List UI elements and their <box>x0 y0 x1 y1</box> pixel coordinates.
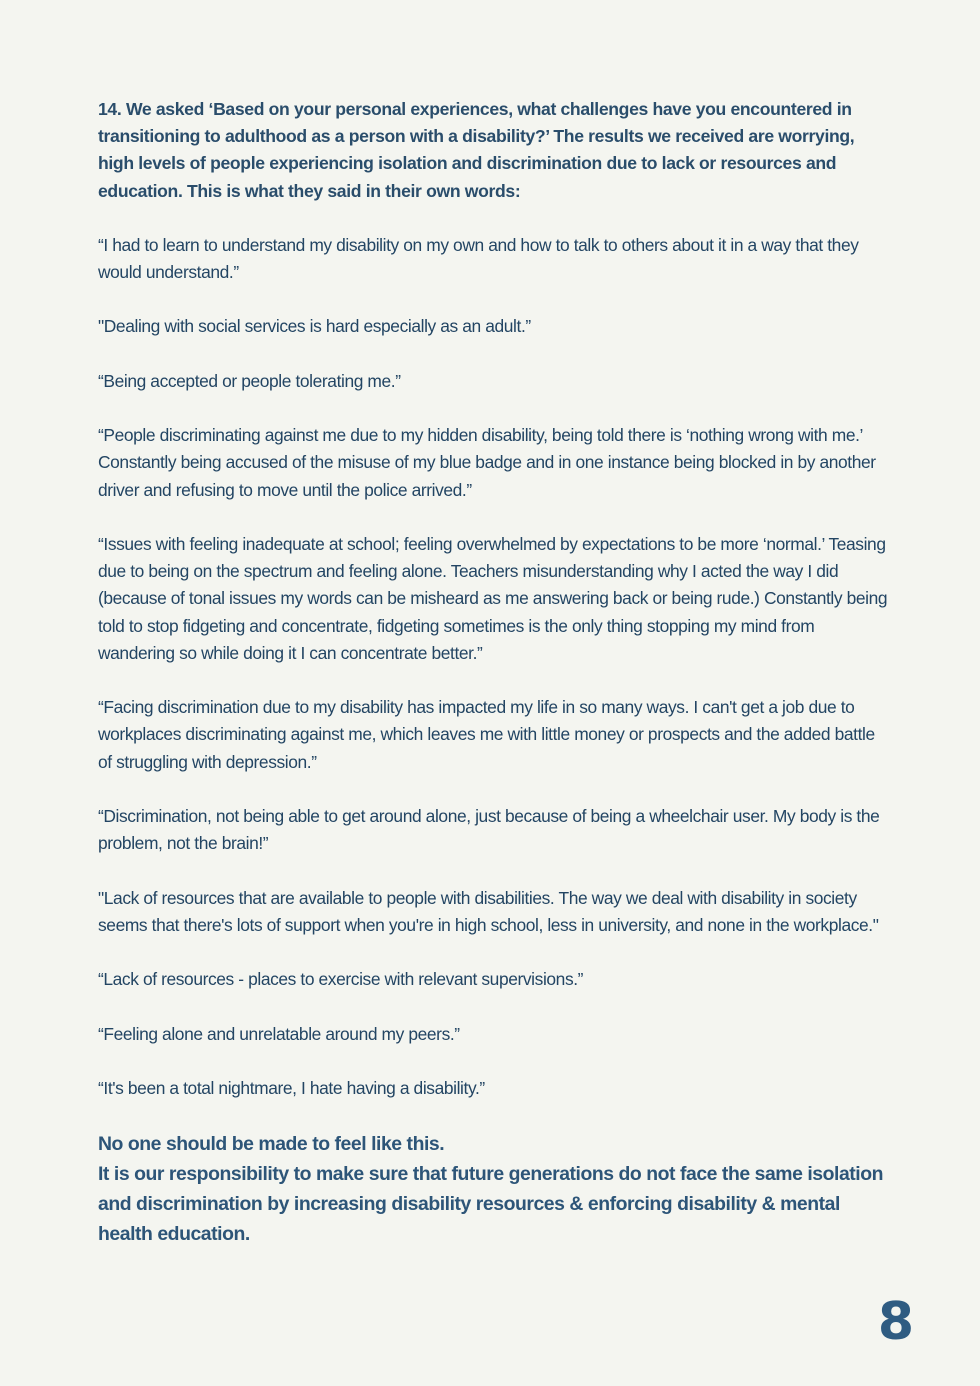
quote-8: "Lack of resources that are available to people with disabilities. The way we deal with disability in society seems that there's lots of support when you're in high school, less in university, and none in the workplace." <box>98 887 879 935</box>
quote-9: “Lack of resources - places to exercise with relevant supervisions.” <box>98 969 584 990</box>
page-number: 8 <box>877 1292 914 1352</box>
quote-7: “Discrimination, not being able to get around alone, just because of being a wheelchair user. My body is the problem, not the brain!” <box>98 805 880 854</box>
page-content <box>98 96 888 1249</box>
quote-5: “Issues with feeling inadequate at school; feeling overwhelmed by expectations to be more ‘normal.’ Teasing due to being on the spectrum and feeling alone. Teachers misunderstanding why I acted the way I did (because of tonal issues my words can be misheard as me answering back or being rude.) Constantly being told to stop fidgeting and concentrate, fidgeting sometimes is the only thing stopping my mind from wandering so while doing it I can concentrate better.” <box>98 533 888 663</box>
quote-1: “I had to learn to understand my disability on my own and how to talk to others about it in a way that they would understand.” <box>98 234 859 283</box>
closing-line-2: It is our responsibility to make sure that future generations do not face the same isolation and discrimination by increasing disability resources & enforcing disability & mental health education. <box>98 1163 884 1246</box>
survey-question-intro: 14. We asked ‘Based on your personal experiences, what challenges have you encountered in transitioning to adulthood as a person with a disability?’ The results we received are worrying, high levels of people experiencing isolation and discrimination due to lack or resources and education. This is what they said in their own words: <box>98 99 855 201</box>
quote-11: “It's been a total nightmare, I hate having a disability.” <box>98 1077 485 1098</box>
closing-line-1: No one should be made to feel like this. <box>98 1133 445 1156</box>
closing-statement <box>98 1129 888 1249</box>
quote-2: "Dealing with social services is hard especially as an adult.” <box>98 316 531 337</box>
quote-6: “Facing discrimination due to my disability has impacted my life in so many ways. I can't get a job due to workplaces discriminating against me, which leaves me with little money or prospects and the added battle of struggling with depression.” <box>98 697 875 772</box>
quote-3: “Being accepted or people tolerating me.” <box>98 370 401 391</box>
quote-4: “People discriminating against me due to my hidden disability, being told there is ‘nothing wrong with me.’ Constantly being accused of the misuse of my blue badge and in one instance being blocked in by another driver and refusing to move until the police arrived.” <box>98 425 876 500</box>
quote-10: “Feeling alone and unrelatable around my peers.” <box>98 1023 460 1044</box>
